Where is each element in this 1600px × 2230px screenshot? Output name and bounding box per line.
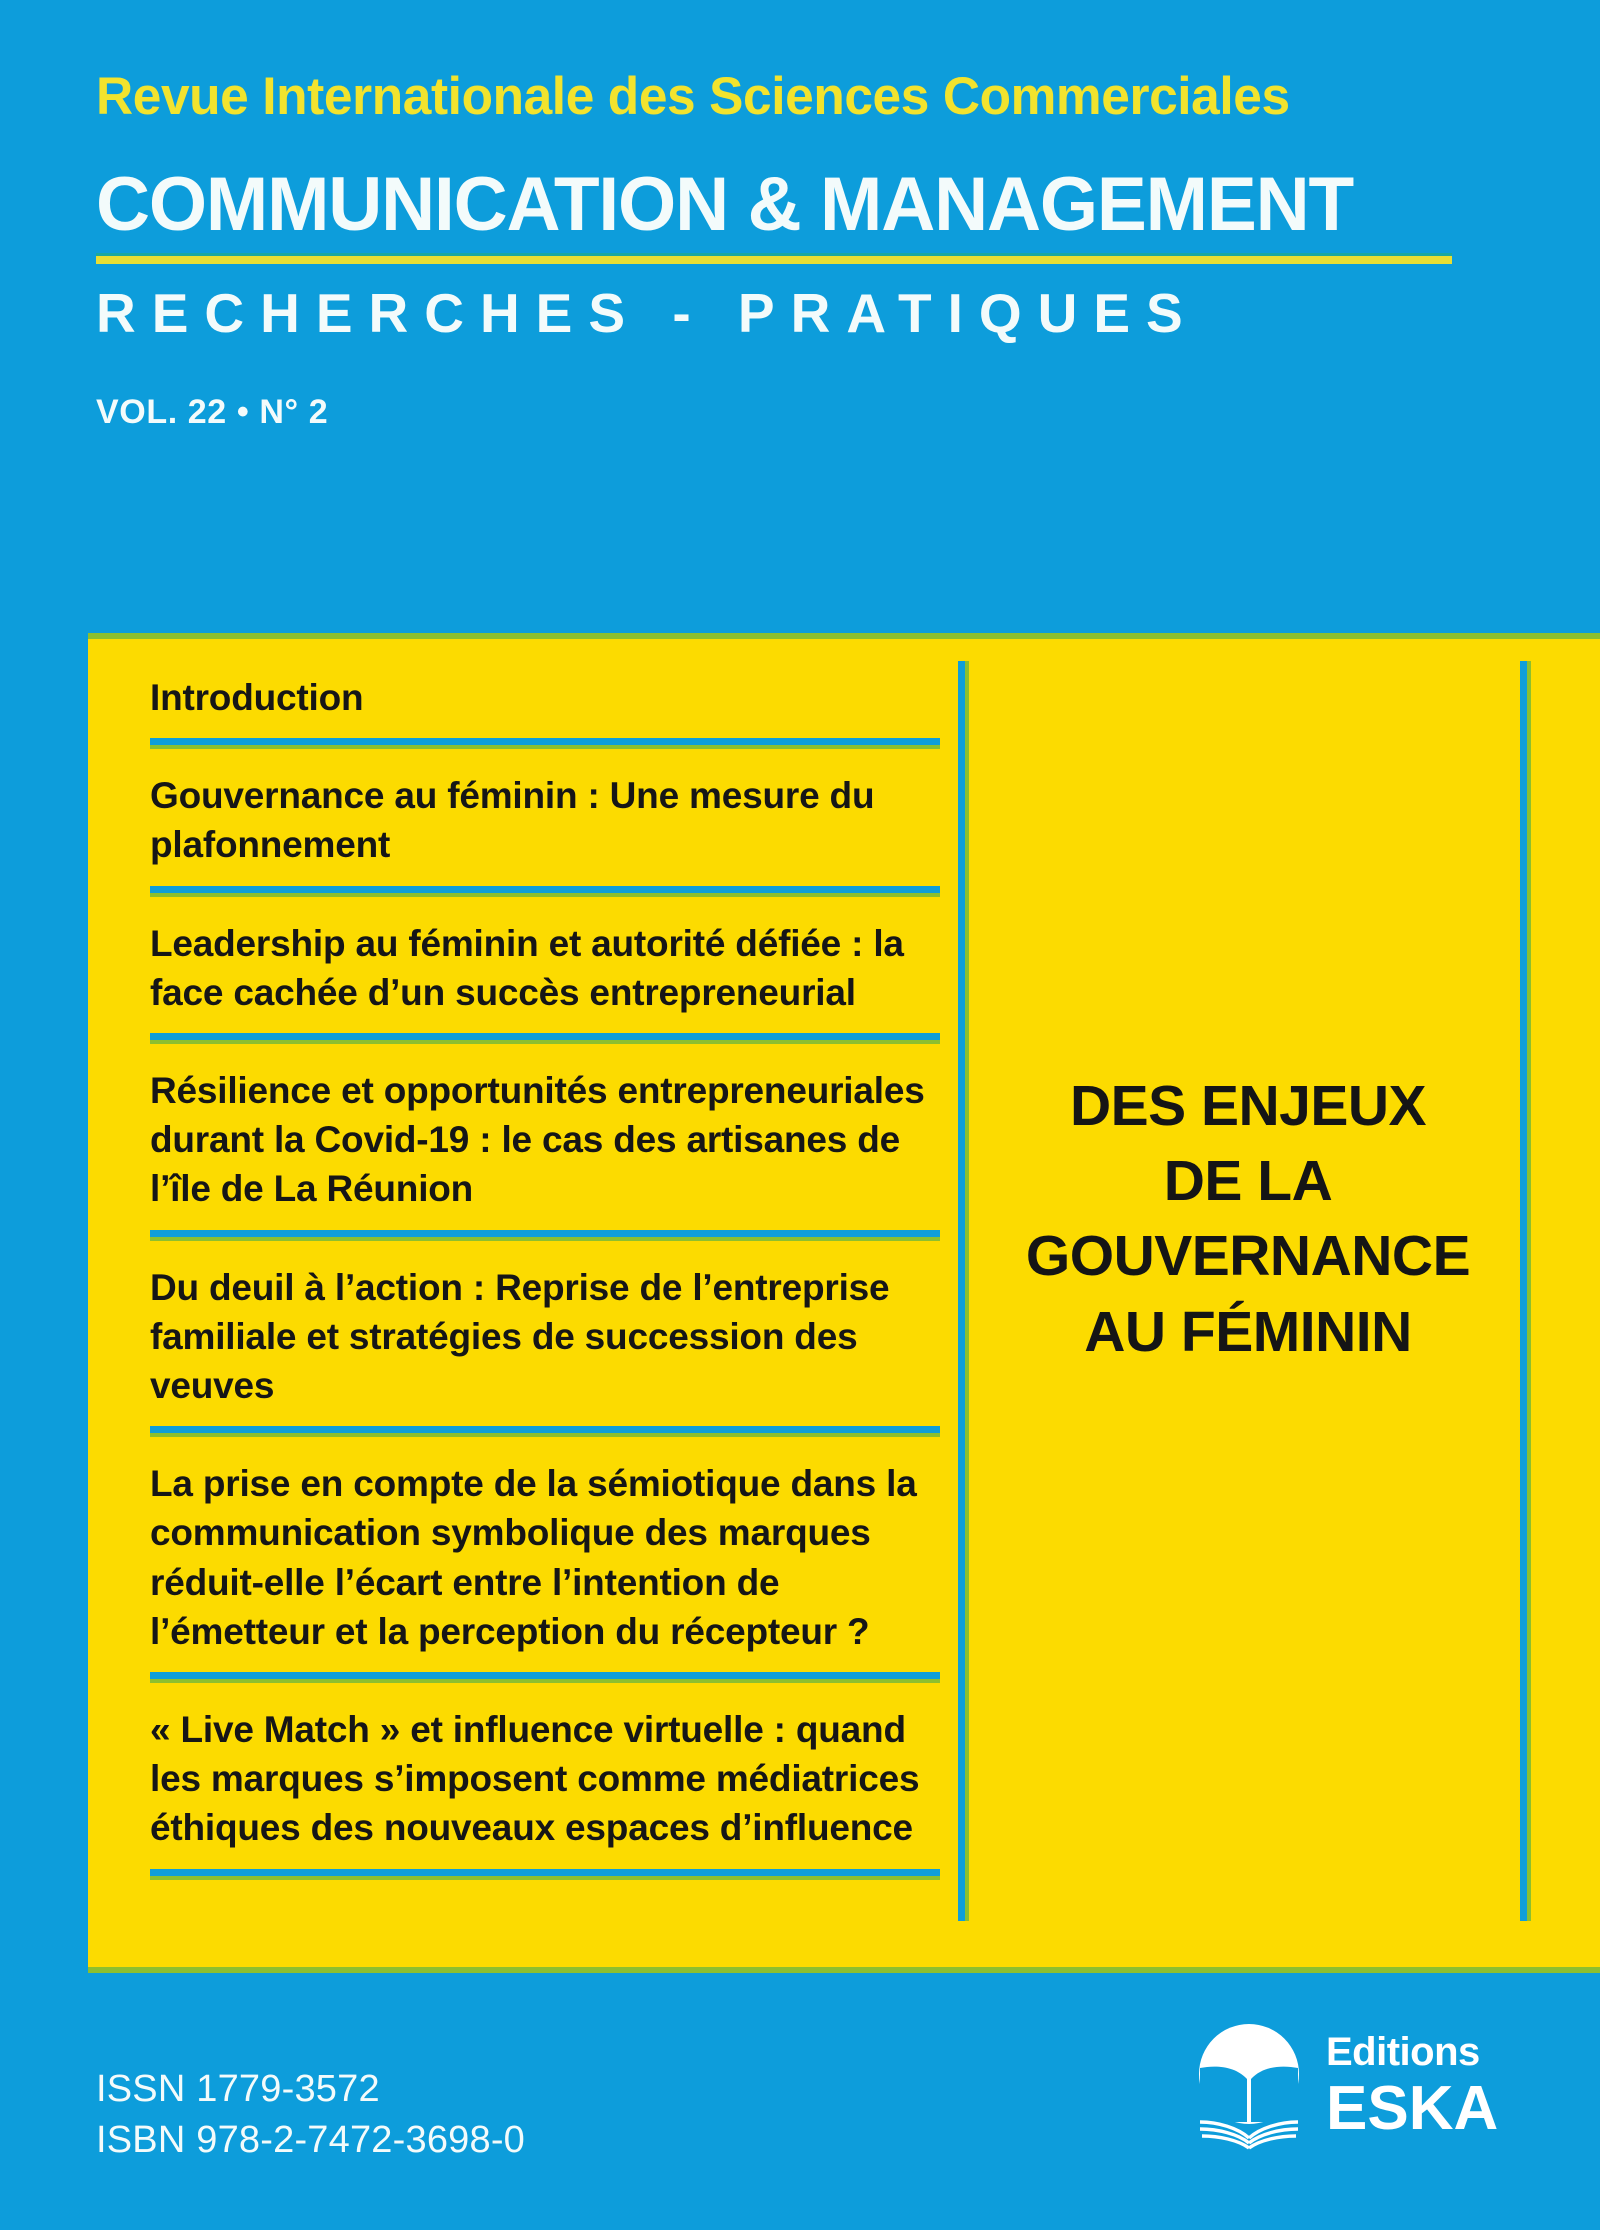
toc-entry-divider: [150, 1672, 940, 1683]
toc-entry[interactable]: La prise en compte de la sémiotique dans la communication symbolique des marques réduit-elle l’écart entre l’intention de l’émetteur et la perception du récepteur ?: [150, 1463, 917, 1652]
feature-line-4: AU FÉMININ: [1084, 1299, 1412, 1364]
table-of-contents: [150, 667, 940, 1880]
isbn-label: ISBN 978-2-7472-3698-0: [96, 2118, 526, 2161]
publisher-logo: [1190, 2022, 1498, 2150]
publisher-name-line2: ESKA: [1326, 2074, 1499, 2143]
toc-entry[interactable]: Leadership au féminin et autorité défiée : la face cachée d’un succès entrepreneurial: [150, 922, 904, 1013]
feature-line-3: GOUVERNANCE: [1025, 1224, 1471, 1289]
journal-subtitle: RECHERCHES - PRATIQUES: [96, 282, 1199, 344]
contents-panel: [88, 633, 1600, 1973]
journal-title: COMMUNICATION & MANAGEMENT: [96, 162, 1354, 247]
open-book-circle-icon: [1190, 2022, 1308, 2150]
toc-entry-divider: [150, 738, 940, 749]
issue-feature-title: [988, 1069, 1508, 1370]
vertical-divider-right: [1520, 661, 1531, 1921]
toc-entry-divider: [150, 1869, 940, 1880]
toc-entry[interactable]: Du deuil à l’action : Reprise de l’entreprise familiale et stratégies de succession des veuves: [150, 1266, 890, 1407]
title-rule-divider: [96, 253, 1452, 264]
masthead: [96, 67, 1516, 431]
identifier-block: [96, 2064, 525, 2165]
feature-line-1: DES ENJEUX: [1069, 1074, 1427, 1138]
feature-line-2: DE LA: [1163, 1149, 1333, 1214]
toc-entry[interactable]: « Live Match » et influence virtuelle : quand les marques s’imposent comme médiatrices éthiques des nouveaux espaces d’influence: [150, 1709, 920, 1849]
publisher-name-line1: Editions: [1326, 2030, 1480, 2074]
toc-entry[interactable]: Résilience et opportunités entrepreneuriales durant la Covid-19 : le cas des artisanes de l’île de La Réunion: [150, 1070, 925, 1210]
toc-entry[interactable]: Gouvernance au féminin : Une mesure du plafonnement: [150, 775, 875, 866]
publisher-wordmark: [1326, 2030, 1499, 2143]
volume-issue-label: VOL. 22 • N° 2: [96, 393, 329, 431]
toc-entry-divider: [150, 1033, 940, 1044]
issn-label: ISSN 1779-3572: [96, 2068, 380, 2110]
journal-kicker: Revue Internationale des Sciences Commerciales: [96, 67, 1290, 126]
toc-entry-divider: [150, 886, 940, 897]
toc-entry-divider: [150, 1426, 940, 1437]
vertical-divider-left: [958, 661, 969, 1921]
toc-entry-divider: [150, 1230, 940, 1241]
toc-entry[interactable]: Introduction: [150, 677, 364, 718]
